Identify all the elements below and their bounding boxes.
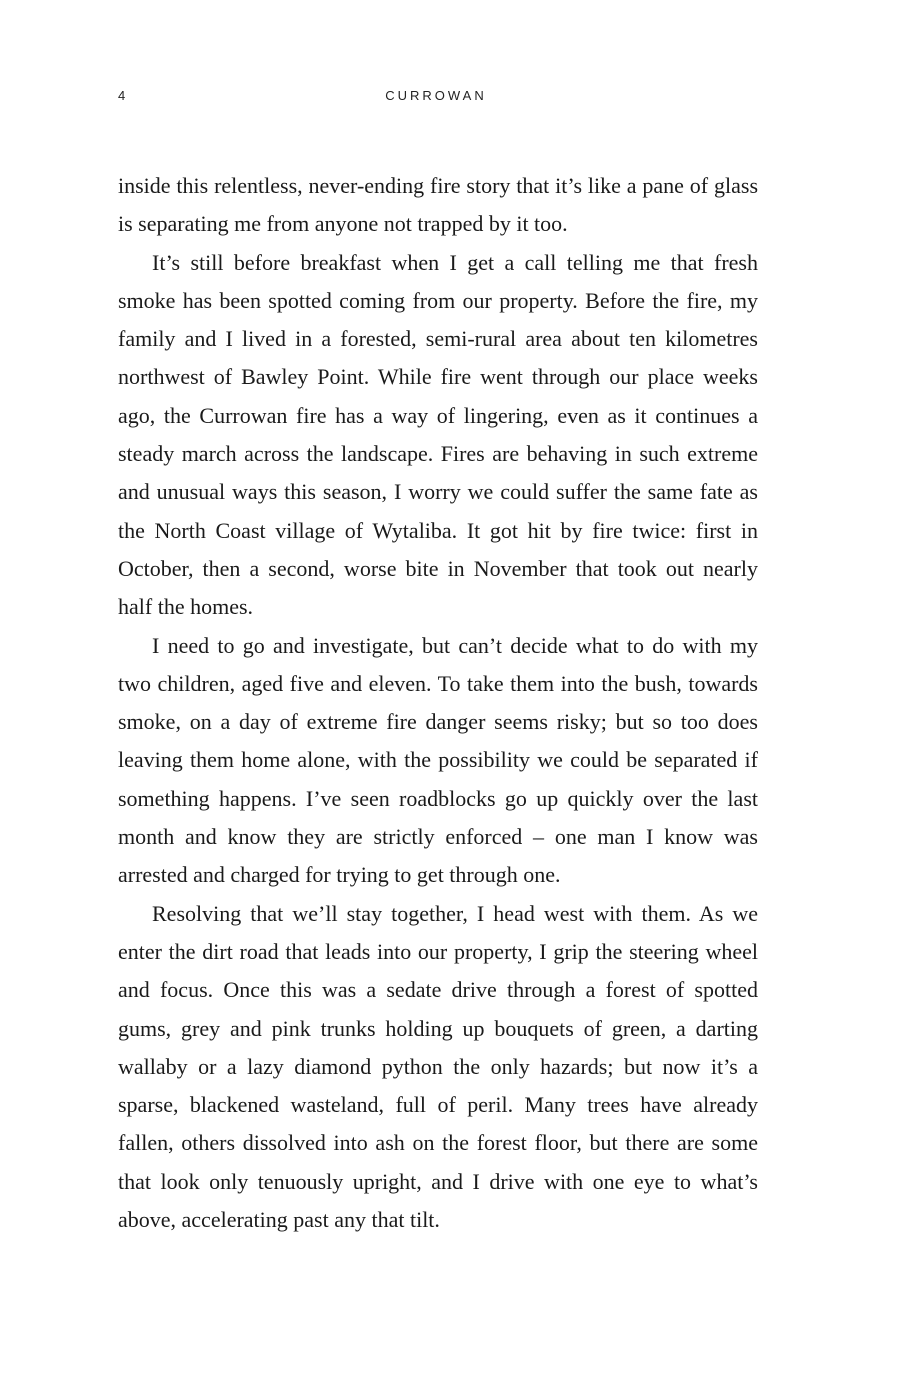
book-title: CURROWAN [385,88,487,103]
running-head [118,88,754,108]
paragraph-continued: inside this relentless, never-ending fire story that it’s like a pane of glass is separating me from anyone not trapped by it too. [118,173,758,237]
paragraph: Resolving that we’ll stay together, I head west with them. As we enter the dirt road that leads into our property, I grip the steering wheel and focus. Once this was a sedate drive through a forest of spotted gums, grey and pink trunks holding up bouquets of green, a darting wallaby or a lazy diamond python the only hazards; but now it’s a sparse, blackened wasteland, full of peril. Many trees have already fallen, others dissolved into ash on the forest floor, but there are some that look only tenuously upright, and I drive with one eye to what’s above, accelerating past any that tilt. [118,900,758,1233]
paragraph: I need to go and investigate, but can’t decide what to do with my two children, aged five and eleven. To take them into the bush, towards smoke, on a day of extreme fire danger seems risky; but so too does leaving them home alone, with the possibility we could be separated if something happens. I’ve seen roadblocks go up quickly over the last month and know they are strictly enforced – one man I know was arrested and charged for trying to get through one. [118,632,758,888]
paragraph: It’s still before breakfast when I get a call telling me that fresh smoke has been spotted coming from our property. Before the fire, my family and I lived in a forested, semi-rural area about ten kilometres northwest of Bawley Point. While fire went through our place weeks ago, the Currowan fire has a way of lingering, even as it continues a steady march across the landscape. Fires are behaving in such extreme and unusual ways this season, I worry we could suffer the same fate as the North Coast village of Wytaliba. It got hit by fire twice: first in October, then a second, worse bite in November that took out nearly half the homes. [118,249,758,620]
body-text [118,167,758,1239]
page-number: 4 [118,88,126,103]
